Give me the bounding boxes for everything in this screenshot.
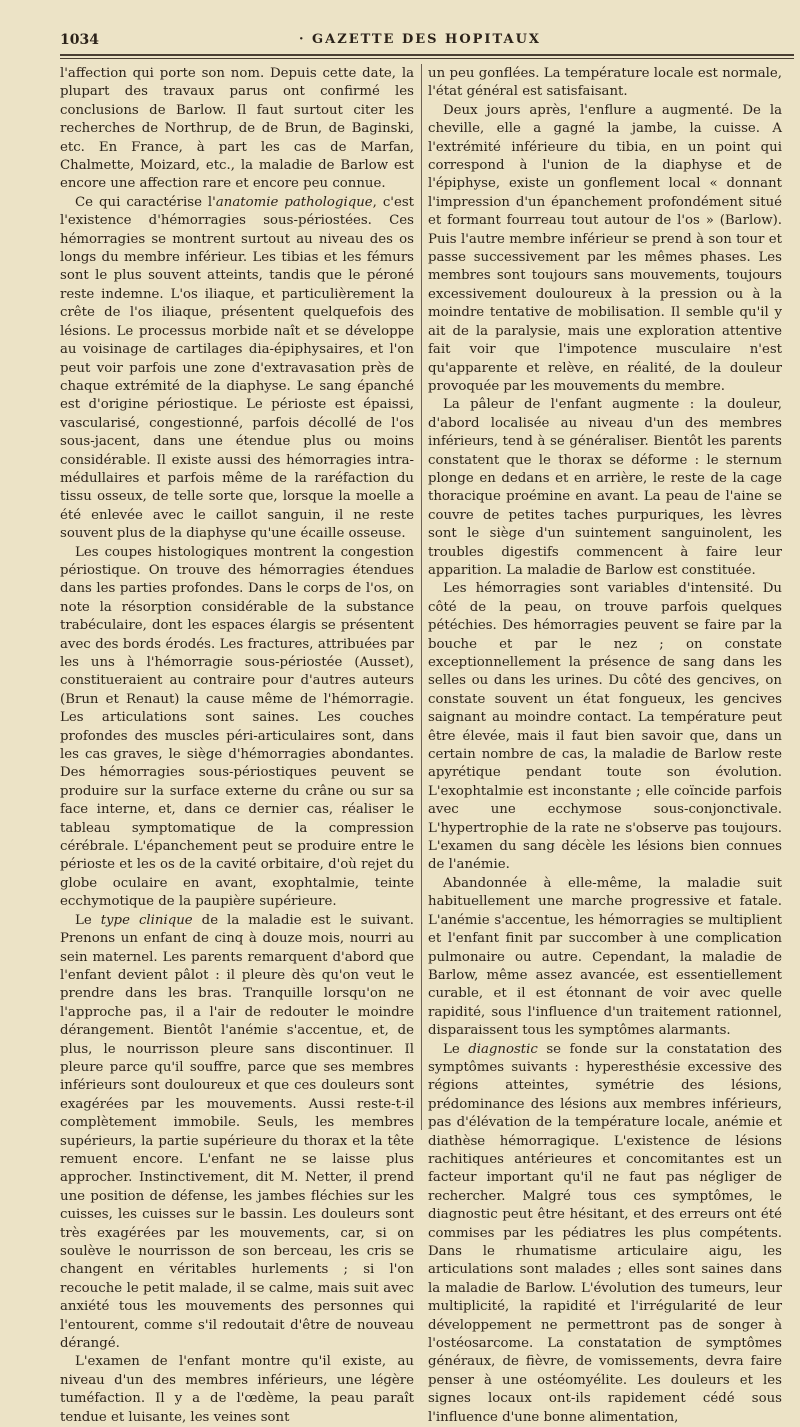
paragraph bbox=[428, 1041, 782, 1427]
publication-title: · GAZETTE DES HOPITAUX bbox=[299, 32, 541, 47]
paragraph: Abandonnée à elle-même, la maladie suit habituellement une marche progressive et fatale. L'anémie s'accentue, les hémorragies se multiplient et l'enfant finit par succomber à une complication pulmonaire ou autre. Cependant, la maladie de Barlow, même assez avancée, est essentiellement curable, et il est étonnant de voir avec quelle rapidité, sous l'influence d'un traitement rationnel, disparaissent tous les symptômes alarmants. bbox=[428, 875, 782, 1039]
right-column bbox=[428, 65, 782, 1425]
page-number: 1034 bbox=[60, 32, 99, 48]
paragraph bbox=[60, 194, 414, 544]
paragraph: L'examen de l'enfant montre qu'il existe, au niveau d'un des membres inférieurs, une légère tuméfaction. Il y a de l'œdème, la peau paraît tendue et luisante, les veines sont bbox=[60, 1354, 414, 1425]
page-header bbox=[60, 30, 780, 52]
paragraph: un peu gonflées. La température locale est normale, l'état général est satisfaisant. bbox=[428, 66, 782, 100]
header-rule-thick bbox=[60, 54, 794, 56]
text-run: , c'est l'existence d'hémorragies sous-périostées. Ces hémorragies se montrent surtout au niveau des os longs du membre inférieur. Les tibias et les fémurs sont le plus souvent atteints, tandis que le péroné reste indemne. L'os iliaque, et particulièrement la crête de l'os iliaque, présentent quelquefois des lésions. Le processus morbide naît et se développe au voisinage de cartilages dia-épiphysaires, et l'on peut voir parfois une zone d'extravasation près de chaque extrémité de la diaphyse. Le sang épanché est d'origine périostique. Le périoste est épaissi, vascularisé, congestionné, parfois décollé de l'os sous-jacent, dans une étendue plus ou moins considérable. Il existe aussi des hémorragies intra-médullaires et parfois même de la raréfaction du tissu osseux, de telle sorte que, lorsque la moelle a été enlevée avec le caillot sanguin, il ne reste souvent plus de la diaphyse qu'une écaille osseuse. bbox=[60, 194, 415, 542]
text-run: se fonde sur la constatation des symptômes suivants : hyperesthésie excessive des régions atteintes, symétrie des lésions, prédominance des lésions aux membres inférieurs, pas d'élévation de la température locale, anémie et diathèse hémorragique. L'existence de lésions rachitiques antérieures et concomitantes est un facteur important qu'il ne faut pas négliger de rechercher. Malgré tous ces symptômes, le diagnostic peut être hésitant, et des erreurs ont été commises par les pédiatres les plus compétents. Dans le rhumatisme articulaire aigu, les articulations sont malades ; elles sont saines dans la maladie de Barlow. L'évolution des tumeurs, leur multiplicité, la rapidité et l'irrégularité de leur développement ne permettront pas de songer à l'ostéosarcome. La constatation de symptômes généraux, de fièvre, de vomissements, devra faire penser à une ostéomyélite. Les douleurs et les signes locaux ont-ils rapidement cédé sous l'influence d'une bonne alimentation, bbox=[428, 1041, 782, 1425]
italic-term: diagnostic bbox=[468, 1041, 538, 1057]
paragraph: Deux jours après, l'enflure a augmenté. De la cheville, elle a gagné la jambe, la cuisse. A l'extrémité inférieure du tibia, en un point qui correspond à l'union de la diaphyse et de l'épiphyse, existe un gonflement local « donnant l'impression d'un épanchement profondément situé et formant fourreau tout autour de l'os » (Barlow). Puis l'autre membre inférieur se prend à son tour et passe successivement par les mêmes phases. Les membres sont toujours sans mouvements, toujours excessivement douloureux à la pression ou à la moindre tentative de mobilisation. Il semble qu'il y ait de la paralysie, mais une exploration attentive fait voir que l'impotence musculaire n'est qu'apparente et relève, en réalité, de la douleur provoquée par les mouvements du membre. bbox=[428, 102, 782, 394]
column-divider bbox=[421, 64, 422, 1130]
paragraph: l'affection qui porte son nom. Depuis cette date, la plupart des travaux parus ont confirmé les conclusions de Barlow. Il faut surtout citer les recherches de Northrup, de de Brun, de Baginski, etc. En France, à part les cas de Marfan, Chalmette, Moizard, etc., la maladie de Barlow est encore une affection rare et encore peu connue. bbox=[60, 66, 414, 192]
paragraph: La pâleur de l'enfant augmente : la douleur, d'abord localisée au niveau d'un des membres inférieurs, tend à se généraliser. Bientôt les parents constatent que le thorax se déforme : le sternum plonge en dedans et en arrière, le reste de la cage thoracique proémine en avant. La peau de l'aine se couvre de petites taches purpuriques, les lèvres sont le siège d'un suintement sanguinolent, les troubles digestifs commencent à faire leur apparition. La maladie de Barlow est constituée. bbox=[428, 397, 782, 578]
paragraph: Les hémorragies sont variables d'intensité. Du côté de la peau, on trouve parfois quelques pétéchies. Des hémorragies peuvent se faire par la bouche et par le nez ; on constate exceptionnellement la présence de sang dans les selles ou dans les urines. Du côté des gencives, on constate souvent un état fongueux, les gencives saignant au moindre contact. La température peut être élevée, mais il faut bien savoir que, dans un certain nombre de cas, la maladie de Barlow reste apyrétique pendant toute son évolution. L'exophtalmie est inconstante ; elle coïncide parfois avec une ecchymose sous-conjonctivale. L'hypertrophie de la rate ne s'observe pas toujours. L'examen du sang décèle les lésions bien connues de l'anémie. bbox=[428, 581, 782, 873]
italic-term: type clinique bbox=[100, 912, 193, 928]
italic-term: anatomie pathologique bbox=[215, 194, 373, 210]
text-run: de la maladie est le suivant. Prenons un enfant de cinq à douze mois, nourri au sein maternel. Les parents remarquent d'abord que l'enfant devient pâlot : il pleure dès qu'on veut le prendre dans les bras. Tranquille lorsqu'on ne l'approche pas, il a l'air de redouter le moindre dérangement. Bientôt l'anémie s'accentue, et, de plus, le nourrisson pleure sans discontinuer. Il pleure parce qu'il souffre, parce que ses membres inférieurs sont douloureux et que ces douleurs sont exagérées par les mouvements. Aussi reste-t-il complètement immobile. Seuls, les membres supérieurs, la partie supérieure du thorax et la tête remuent encore. L'enfant ne se laisse plus approcher. Instinctivement, dit M. Netter, il prend une position de défense, les jambes fléchies sur les cuisses, les cuisses sur le bassin. Les douleurs sont très exagérées par les mouvements, car, si on soulève le nourrisson de son berceau, les cris se changent en véritables hurlements ; si l'on recouche le petit malade, il se calme, mais suit avec anxiété tous les mouvements des personnes qui l'entourent, comme s'il redoutait d'être de nouveau dérangé. bbox=[60, 912, 414, 1352]
text-run: Ce qui caractérise l' bbox=[75, 194, 216, 210]
paragraph bbox=[60, 912, 414, 1354]
paragraph: Les coupes histologiques montrent la congestion périostique. On trouve des hémorragies étendues dans les parties profondes. Dans le corps de l'os, on note la résorption considérable de la substance trabéculaire, dont les espaces élargis se présentent avec des bords érodés. Les fractures, attribuées par les uns à l'hémorragie sous-périostée (Ausset), constitueraient au contraire pour d'autres auteurs (Brun et Renaut) la cause même de l'hémorragie. Les articulations sont saines. Les couches profondes des muscles péri-articulaires sont, dans les cas graves, le siège d'hémorragies abondantes. Des hémorragies sous-périostiques peuvent se produire sur la surface externe du crâne ou sur sa face interne, et, dans ce dernier cas, réaliser le tableau symptomatique de la compression cérébrale. L'épanchement peut se produire entre le périoste et les os de la cavité orbitaire, d'où rejet du globe oculaire en avant, exophtalmie, teinte ecchymotique de la paupière supérieure. bbox=[60, 544, 414, 910]
left-column bbox=[60, 65, 415, 1425]
text-run: Le bbox=[75, 912, 101, 928]
text-run: Le bbox=[443, 1041, 469, 1057]
header-rule-thin bbox=[60, 58, 794, 59]
